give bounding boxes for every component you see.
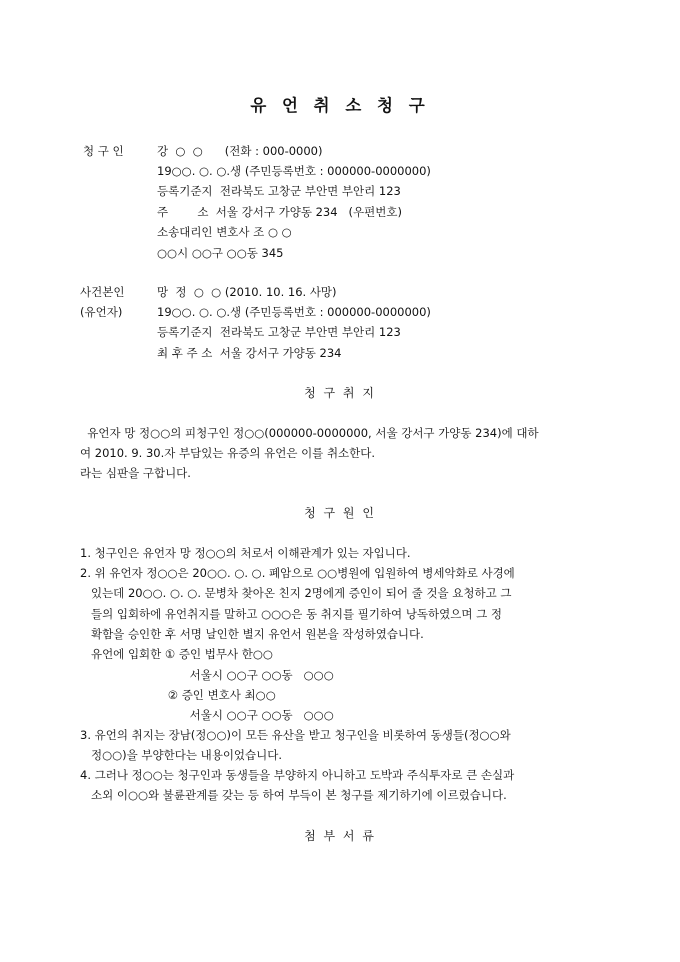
attachments-heading: 첨 부 서 류 [304, 829, 376, 843]
claimant-attorney-line: 소송대리인 변호사 조 ○ ○ [157, 225, 292, 239]
cause-line: 있는데 20○○. ○. ○. 문병차 찾아온 친지 2명에게 증인이 되어 줄 것을 요청하고 그 [80, 586, 512, 600]
purpose-line: 여 2010. 9. 30.자 부담있는 유증의 유언은 이를 취소한다. [80, 446, 376, 460]
cause-witness-line: ② 증인 변호사 최○○ [80, 688, 276, 702]
cause-line: 소외 이○○와 불륜관계를 갖는 등 하여 부득이 본 청구를 제기하기에 이르렀습니다. [80, 788, 507, 802]
claimant-label: 청 구 인 [83, 144, 124, 158]
cause-line: 4. 그러나 정○○는 청구인과 동생들을 부양하지 아니하고 도박과 주식투자로 큰 손실과 [80, 768, 515, 782]
claimant-name-line: 강 ○ ○ (전화 : 000-0000) [157, 144, 323, 158]
purpose-line: 유언자 망 정○○의 피청구인 정○○(000000-0000000, 서울 강서구 가양동 234)에 대하 [80, 426, 539, 440]
claimant-registry-line: 등록기준지 전라북도 고창군 부안면 부안리 123 [157, 184, 401, 198]
principal-label: 사건본인 [80, 285, 125, 299]
principal-last-address-line: 최 후 주 소 서울 강서구 가양동 234 [157, 346, 342, 360]
document-title: 유 언 취 소 청 구 [250, 96, 430, 115]
cause-witness-address-line: 서울시 ○○구 ○○동 ○○○ [80, 668, 334, 682]
principal-sublabel: (유언자) [80, 305, 123, 319]
cause-line: 확함을 승인한 후 서명 날인한 별지 유언서 원본을 작성하였습니다. [80, 627, 424, 641]
cause-heading: 청 구 원 인 [304, 506, 376, 520]
cause-line: 1. 청구인은 유언자 망 정○○의 처로서 이해관계가 있는 자입니다. [80, 546, 411, 560]
principal-registry-line: 등록기준지 전라북도 고창군 부안면 부안리 123 [157, 325, 401, 339]
claimant-birth-line: 19○○. ○. ○.생 (주민등록번호 : 000000-0000000) [157, 164, 431, 178]
cause-line: 정○○)을 부양한다는 내용이었습니다. [80, 748, 283, 762]
cause-line: 들의 입회하에 유언취지를 말하고 ○○○은 동 취지를 필기하여 낭독하였으며 그 정 [80, 607, 503, 621]
cause-witness-line: 유언에 입회한 ① 증인 법무사 한○○ [80, 647, 273, 661]
cause-line: 3. 유언의 취지는 장남(정○○)이 모든 유산을 받고 청구인을 비롯하여 동생들(정○○와 [80, 728, 511, 742]
purpose-heading: 청 구 취 지 [304, 386, 376, 400]
principal-name-line: 망 정 ○ ○ (2010. 10. 16. 사망) [157, 285, 337, 299]
cause-witness-address-line: 서울시 ○○구 ○○동 ○○○ [80, 708, 334, 722]
claimant-attorney-address-line: ○○시 ○○구 ○○동 345 [157, 246, 284, 260]
cause-line: 2. 위 유언자 정○○은 20○○. ○. ○. 폐암으로 ○○병원에 입원하여 병세악화로 사경에 [80, 566, 515, 580]
principal-birth-line: 19○○. ○. ○.생 (주민등록번호 : 000000-0000000) [157, 305, 431, 319]
claimant-address-line: 주 소 서울 강서구 가양동 234 (우편번호) [157, 205, 402, 219]
purpose-line: 라는 심판을 구합니다. [80, 466, 191, 480]
